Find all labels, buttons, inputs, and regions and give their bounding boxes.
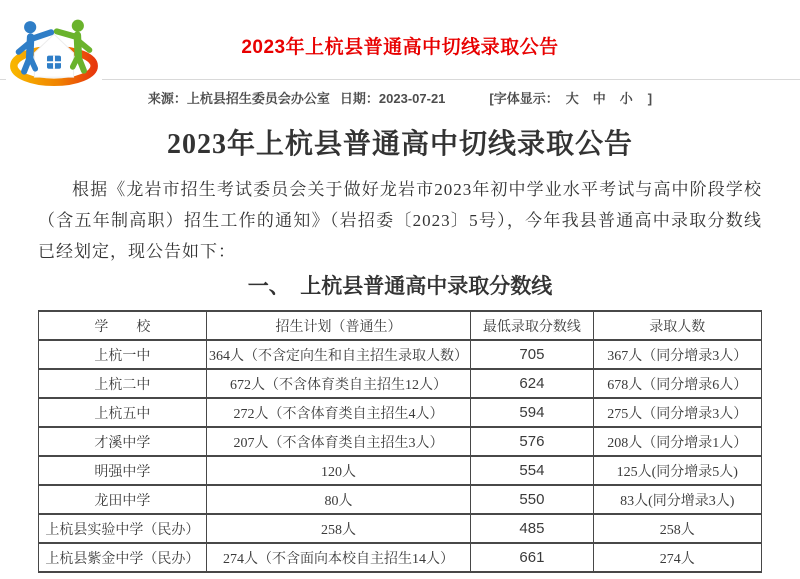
- source-label: 来源：: [147, 91, 187, 106]
- site-header-title: 2023年上杭县普通高中切线录取公告: [241, 37, 559, 58]
- cell-school: 上杭一中: [39, 340, 207, 369]
- table-header-row: [39, 311, 762, 340]
- date-label: 日期：: [339, 91, 379, 106]
- cell-school: 明强中学: [39, 456, 207, 485]
- table-row: [39, 485, 762, 514]
- cell-school: 上杭二中: [39, 369, 207, 398]
- cell-min-score: 550: [471, 485, 593, 514]
- cell-school: 上杭五中: [39, 398, 207, 427]
- font-size-large-button[interactable]: 大: [565, 91, 579, 106]
- cell-plan: 258人: [206, 514, 471, 543]
- table-row: [39, 456, 762, 485]
- family-house-logo-icon: [6, 8, 102, 94]
- cell-min-score: 485: [471, 514, 593, 543]
- cell-school: 上杭县紫金中学（民办）: [39, 543, 207, 572]
- table-row: [39, 514, 762, 543]
- source-value: 上杭县招生委员会办公室: [186, 91, 330, 106]
- table-row: [39, 369, 762, 398]
- cell-admitted: 208人（同分增录1人）: [593, 427, 761, 456]
- font-size-medium-button[interactable]: 中: [592, 91, 606, 106]
- font-size-small-button[interactable]: 小: [619, 91, 633, 106]
- cell-plan: 672人（不含体育类自主招生12人）: [206, 369, 471, 398]
- header-school: 学 校: [39, 311, 207, 340]
- admission-scores-table: [38, 310, 762, 573]
- cell-plan: 80人: [206, 485, 471, 514]
- table-row: [39, 427, 762, 456]
- table-row: [39, 398, 762, 427]
- cell-plan: 120人: [206, 456, 471, 485]
- font-display-label: [字体显示：: [489, 91, 559, 106]
- cell-admitted: 83人(同分增录3人): [593, 485, 761, 514]
- cell-plan: 272人（不含体育类自主招生4人）: [206, 398, 471, 427]
- cell-admitted: 275人（同分增录3人）: [593, 398, 761, 427]
- page-header: [0, 0, 800, 80]
- header-plan: 招生计划（普通生）: [206, 311, 471, 340]
- cell-plan: 274人（不含面向本校自主招生14人）: [206, 543, 471, 572]
- cell-school: 上杭县实验中学（民办）: [39, 514, 207, 543]
- header-min-score: 最低录取分数线: [471, 311, 593, 340]
- cell-min-score: 594: [471, 398, 593, 427]
- table-row: [39, 543, 762, 572]
- table-row: [39, 340, 762, 369]
- header-admitted: 录取人数: [593, 311, 761, 340]
- cell-school: 才溪中学: [39, 427, 207, 456]
- cell-min-score: 705: [471, 340, 593, 369]
- font-display-bracket-close: ]: [647, 91, 653, 106]
- cell-plan: 364人（不含定向生和自主招生录取人数）: [206, 340, 471, 369]
- cell-admitted: 367人（同分增录3人）: [593, 340, 761, 369]
- site-logo: [6, 8, 102, 94]
- article-paragraph: 根据《龙岩市招生考试委员会关于做好龙岩市2023年初中学业水平考试与高中阶段学校（含五年制高职）招生工作的通知》（岩招委〔2023〕5号），今年我县普通高中录取分数线已经划定，现公告如下：: [38, 180, 762, 261]
- cell-min-score: 554: [471, 456, 593, 485]
- cell-admitted: 678人（同分增录6人）: [593, 369, 761, 398]
- cell-min-score: 661: [471, 543, 593, 572]
- cell-admitted: 258人: [593, 514, 761, 543]
- section-title: 一、 上杭县普通高中录取分数线: [247, 275, 553, 298]
- date-value: 2023-07-21: [378, 91, 446, 106]
- article-title: 2023年上杭县普通高中切线录取公告: [166, 129, 633, 160]
- cell-min-score: 576: [471, 427, 593, 456]
- cell-min-score: 624: [471, 369, 593, 398]
- header-divider: [0, 79, 800, 80]
- cell-school: 龙田中学: [39, 485, 207, 514]
- cell-plan: 207人（不含体育类自主招生3人）: [206, 427, 471, 456]
- cell-admitted: 125人(同分增录5人): [593, 456, 761, 485]
- cell-admitted: 274人: [593, 543, 761, 572]
- article: [38, 128, 762, 573]
- meta-bar: [0, 80, 800, 108]
